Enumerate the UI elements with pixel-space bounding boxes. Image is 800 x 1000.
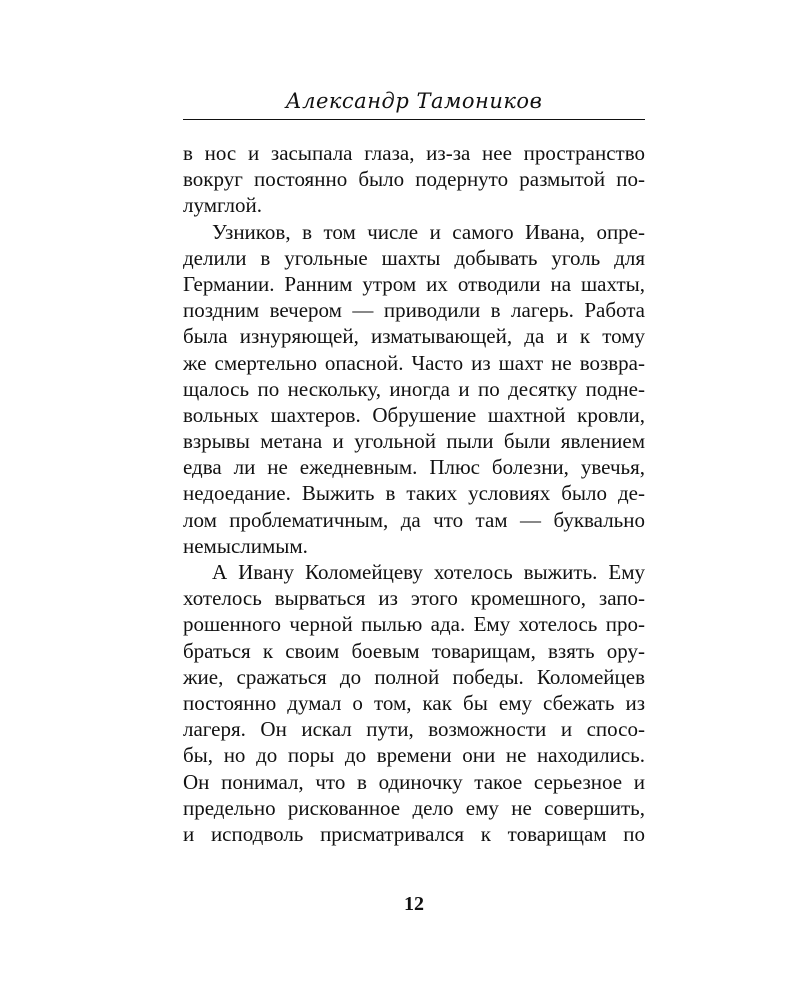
text-line: же смертельно опасной. Часто из шахт не возвра- bbox=[183, 350, 645, 375]
text-line: едва ли не ежедневным. Плюс болезни, увечья, bbox=[183, 455, 645, 480]
text-line: вокруг постоянно было подернуто размытой по- bbox=[183, 167, 645, 192]
text-line: немыслимым. bbox=[183, 533, 308, 558]
text-line: щалось по нескольку, иногда и по десятку подне- bbox=[183, 376, 645, 401]
text-line: рошенного черной пылью ада. Ему хотелось про- bbox=[183, 612, 645, 637]
text-line: А Ивану Коломейцеву хотелось выжить. Ему bbox=[212, 560, 645, 584]
text-line: постоянно думал о том, как бы ему сбежать из bbox=[183, 690, 645, 715]
text-line: взрывы метана и угольной пыли были явлением bbox=[183, 429, 645, 454]
text-line: бы, но до поры до времени они не находились. bbox=[183, 743, 645, 768]
text-line: недоедание. Выжить в таких условиях было де- bbox=[183, 481, 645, 506]
text-line: хотелось вырваться из этого кромешного, запо- bbox=[183, 586, 645, 611]
text-line: делили в угольные шахты добывать уголь для bbox=[183, 245, 645, 270]
text-line: и исподволь присматривался к товарищам по bbox=[183, 821, 645, 846]
text-line: браться к своим боевым товарищам, взять ору- bbox=[183, 638, 645, 663]
text-line: в нос и засыпала глаза, из-за нее пространство bbox=[183, 141, 645, 165]
text-line: Он понимал, что в одиночку такое серьезное и bbox=[183, 769, 645, 794]
text-line: жие, сражаться до полной победы. Коломейцев bbox=[183, 664, 645, 689]
text-line: лумглой. bbox=[183, 193, 263, 218]
text-line: Германии. Ранним утром их отводили на шахты, bbox=[183, 271, 645, 296]
body-text bbox=[183, 140, 645, 847]
text-line: лом проблематичным, да что там — буквально bbox=[183, 507, 645, 532]
text-line: предельно рискованное дело ему не совершить, bbox=[183, 795, 645, 820]
page-number: 12 bbox=[404, 893, 424, 915]
header-rule bbox=[183, 119, 645, 120]
text-line: поздним вечером — приводили в лагерь. Работа bbox=[183, 298, 645, 323]
text-line: лагеря. Он искал пути, возможности и спосо- bbox=[183, 717, 645, 742]
text-line: Узников, в том числе и самого Ивана, опре- bbox=[212, 219, 645, 244]
text-line: была изнуряющей, изматывающей, да и к тому bbox=[183, 324, 645, 349]
text-line: вольных шахтеров. Обрушение шахтной кровли, bbox=[183, 402, 645, 427]
running-head-author: Александр Тамоников bbox=[285, 89, 543, 113]
